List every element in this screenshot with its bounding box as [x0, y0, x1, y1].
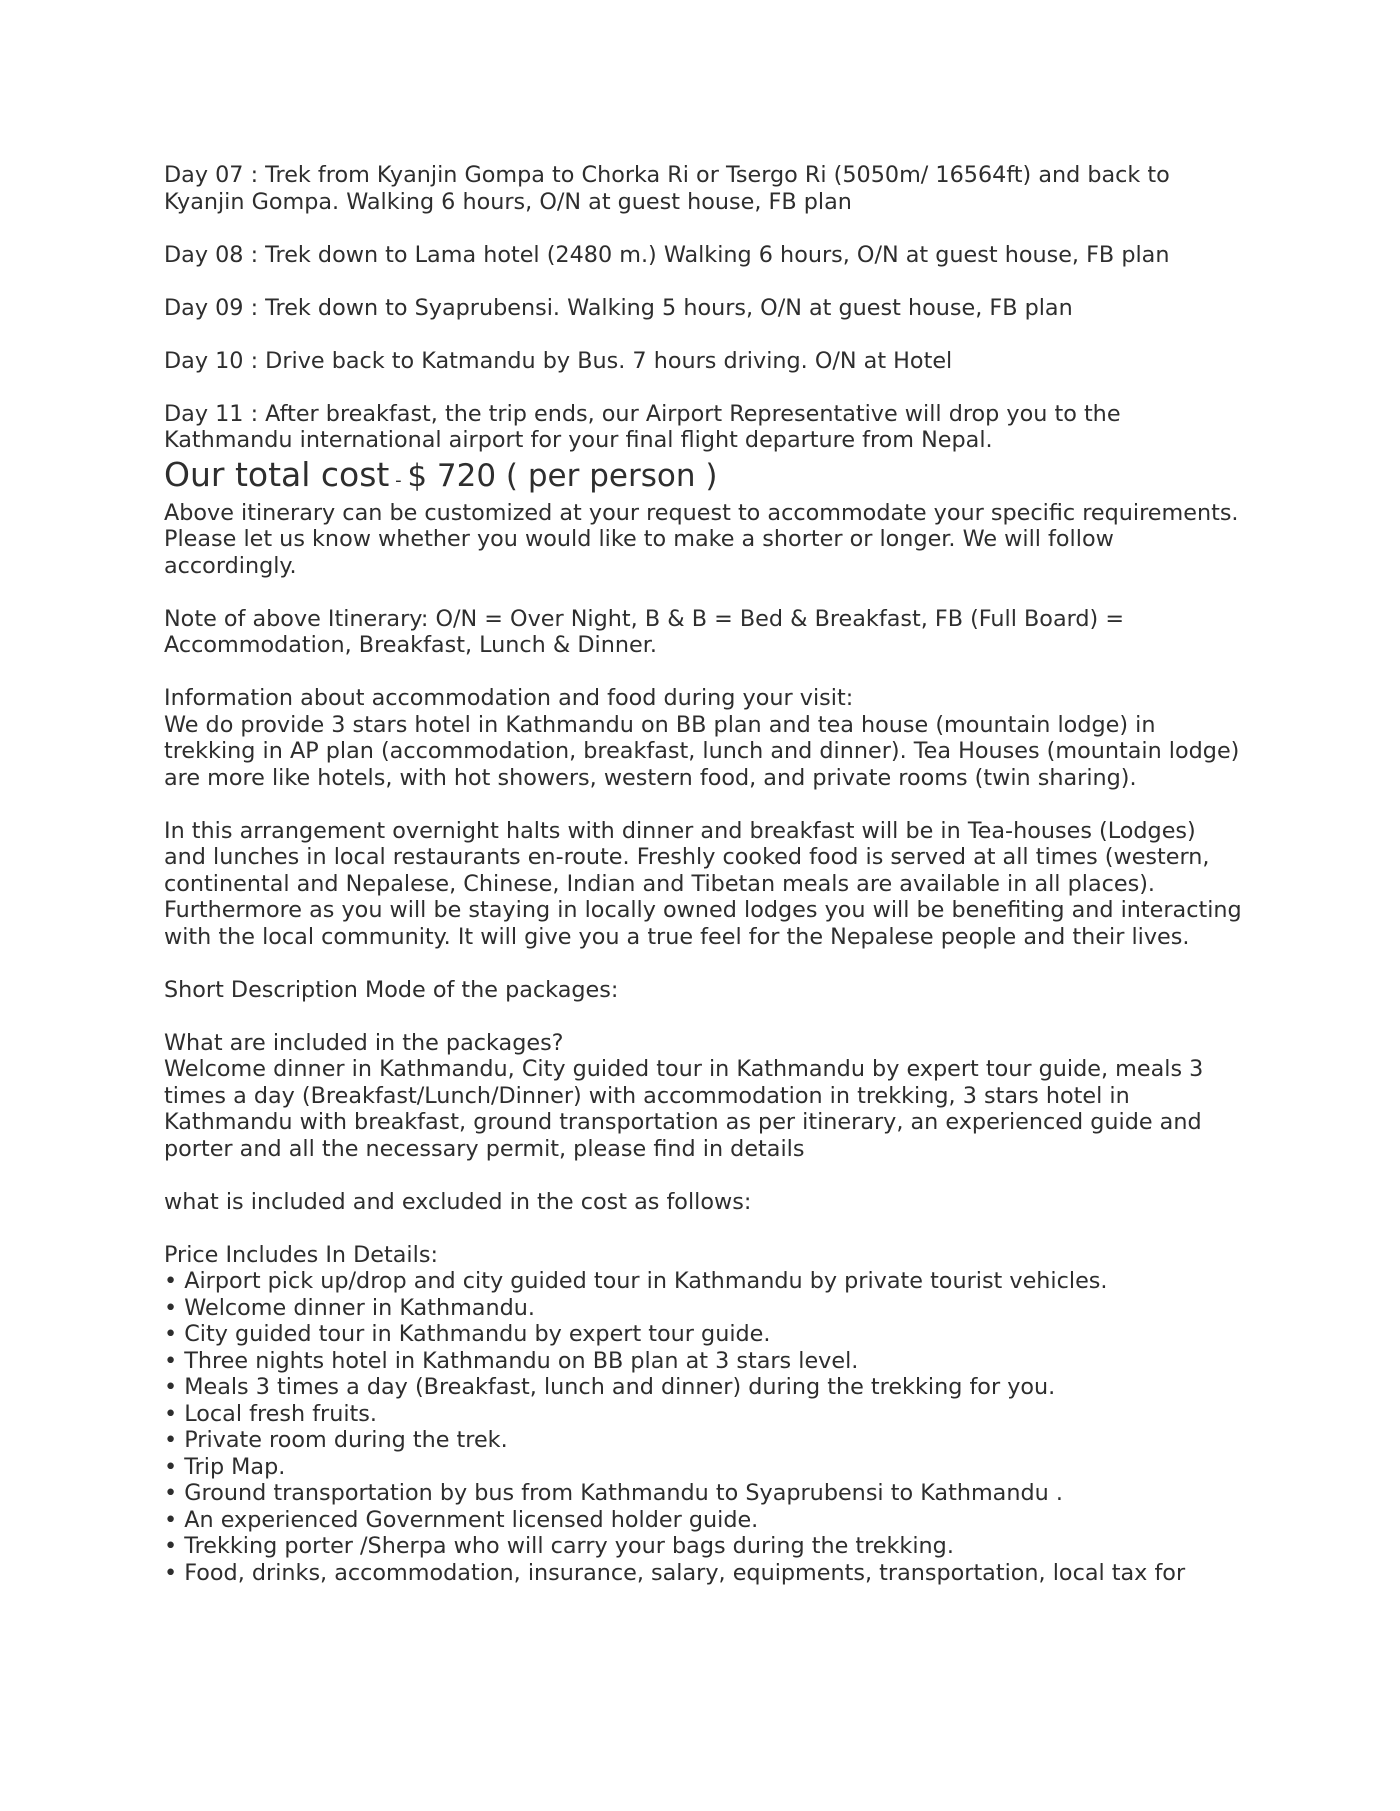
- list-item: • Airport pick up/drop and city guided tour in Kathmandu by private tourist vehicles.: [164, 1268, 1108, 1294]
- spacer: [164, 1162, 1244, 1189]
- spacer: [164, 791, 1244, 818]
- spacer: [164, 374, 1244, 401]
- spacer: [164, 579, 1244, 606]
- price-includes-heading: Price Includes In Details:: [164, 1241, 438, 1268]
- spacer: [164, 659, 1244, 686]
- list-item: • Food, drinks, accommodation, insurance, salary, equipments, transportation, local tax for: [164, 1559, 1186, 1586]
- total-cost-separator: -: [389, 469, 408, 491]
- list-item: • Ground transportation by bus from Kathmandu to Syaprubensi to Kathmandu .: [164, 1480, 1063, 1506]
- list-item: • Welcome dinner in Kathmandu.: [164, 1294, 535, 1321]
- accommodation-paragraph: We do provide 3 stars hotel in Kathmandu on BB plan and tea house (mountain lodge) in trekking in AP plan (accommodation, breakfast, lunch and dinner). Tea Houses (mountain lodge) are more like hotels, with hot showers, western food, and private rooms (twin sharing).: [164, 711, 1247, 791]
- price-includes-list: [164, 1268, 1244, 1586]
- document-page: [164, 162, 1249, 1586]
- included-paragraph: Welcome dinner in Kathmandu, City guided tour in Kathmandu by expert tour guide, meals 3 times a day (Breakfast/Lunch/Dinner) with accommodation in trekking, 3 stars hotel in Kathmandu with breakfast, ground transportation as per itinerary, an experienced guide and porter and all the necessary permit, please find in details: [164, 1056, 1211, 1162]
- arrangement-paragraph: In this arrangement overnight halts with dinner and breakfast will be in Tea-houses (Lodges) and lunches in local restaurants en-route. Freshly cooked food is served at all times (western, continental and Nepalese, Chinese, Indian and Tibetan meals are available in all places). Furthermore as you will be staying in locally owned lodges you will be benefiting and interacting with the local community. It will give you a true feel for the Nepalese people and their lives.: [164, 817, 1249, 950]
- list-item: • Local fresh fruits.: [164, 1400, 377, 1427]
- list-item: • Trip Map.: [164, 1453, 286, 1480]
- included-question: What are included in the packages?: [164, 1029, 564, 1056]
- list-item: • Trekking porter /Sherpa who will carry your bags during the trekking.: [164, 1533, 954, 1559]
- list-item: • Three nights hotel in Kathmandu on BB plan at 3 stars level.: [164, 1347, 859, 1374]
- short-description-heading: Short Description Mode of the packages:: [164, 976, 619, 1003]
- list-item: • Private room during the trek.: [164, 1427, 508, 1453]
- list-item: • City guided tour in Kathmandu by expert tour guide.: [164, 1321, 771, 1347]
- itinerary-day-11: Day 11 : After breakfast, the trip ends, our Airport Representative will drop you to the Kathmandu international airport for your final flight departure from Nepal.: [164, 400, 1128, 453]
- itinerary-day-07: Day 07 : Trek from Kyanjin Gompa to Chorka Ri or Tsergo Ri (5050m/ 16564ft) and back to Kyanjin Gompa. Walking 6 hours, O/N at guest house, FB plan: [164, 162, 1177, 215]
- spacer: [164, 321, 1244, 348]
- total-cost-value: $ 720 ( per person ): [407, 457, 718, 494]
- spacer: [164, 1003, 1244, 1030]
- spacer: [164, 1215, 1244, 1242]
- spacer: [164, 950, 1244, 977]
- total-cost-label: Our total cost: [164, 454, 390, 494]
- itinerary-day-10: Day 10 : Drive back to Katmandu by Bus. 7 hours driving. O/N at Hotel: [164, 347, 953, 374]
- list-item: • An experienced Government licensed holder guide.: [164, 1506, 759, 1533]
- spacer: [164, 215, 1244, 242]
- itinerary-day-09: Day 09 : Trek down to Syaprubensi. Walking 5 hours, O/N at guest house, FB plan: [164, 294, 1073, 321]
- total-cost-heading: [164, 456, 1244, 500]
- itinerary-day-08: Day 08 : Trek down to Lama hotel (2480 m.) Walking 6 hours, O/N at guest house, FB plan: [164, 241, 1170, 268]
- list-item: • Meals 3 times a day (Breakfast, lunch and dinner) during the trekking for you.: [164, 1374, 1056, 1400]
- accommodation-heading: Information about accommodation and food during your visit:: [164, 685, 854, 711]
- spacer: [164, 268, 1244, 295]
- customize-paragraph: Above itinerary can be customized at your request to accommodate your specific requirements. Please let us know whether you would like to make a shorter or longer. We will follow accordingly.: [164, 499, 1246, 579]
- included-excluded-heading: what is included and excluded in the cost as follows:: [164, 1188, 752, 1215]
- itinerary-note-paragraph: Note of above Itinerary: O/N = Over Night, B & B = Bed & Breakfast, FB (Full Board) = Accommodation, Breakfast, Lunch & Dinner.: [164, 605, 1132, 658]
